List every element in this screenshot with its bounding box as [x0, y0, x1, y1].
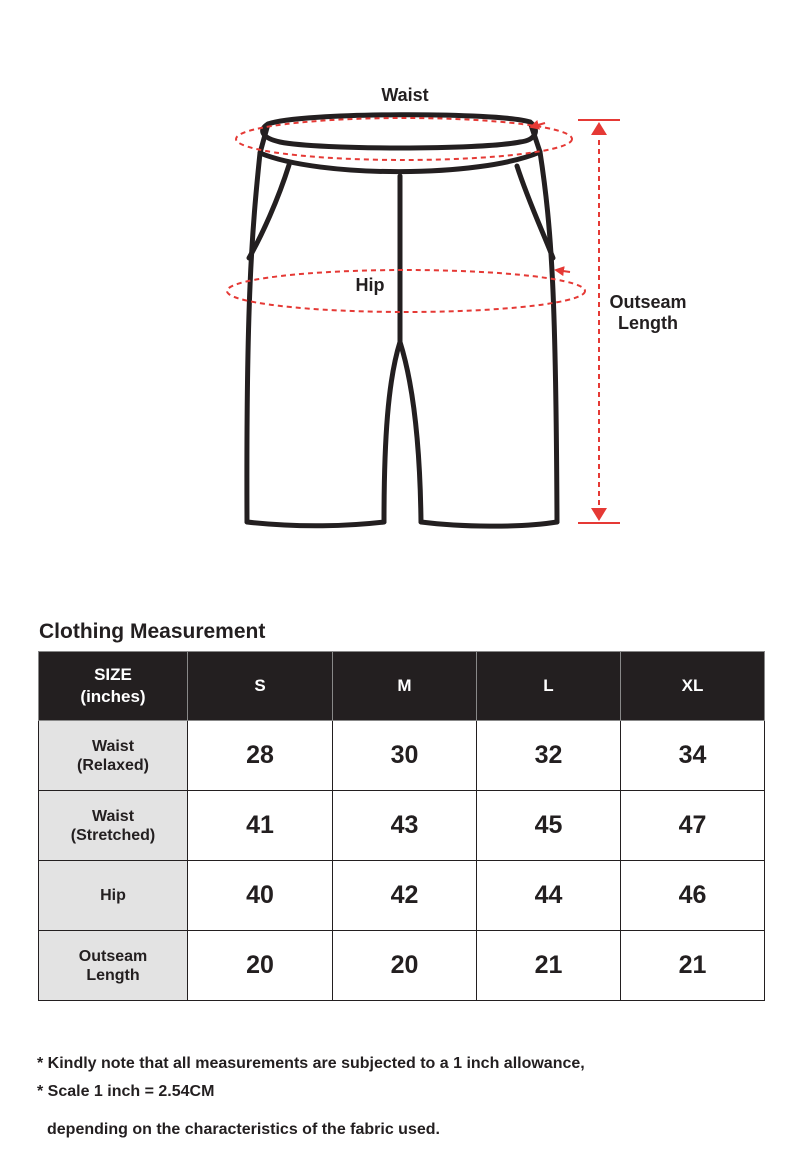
cell-value: 21	[477, 931, 621, 1001]
waist-label: Waist	[381, 85, 429, 105]
cell-value: 34	[621, 721, 765, 791]
cell-value: 32	[477, 721, 621, 791]
row-label-line1: Outseam	[78, 947, 148, 965]
shorts-outline	[247, 115, 557, 526]
table-header-row	[39, 652, 765, 721]
row-label-line1: Hip	[100, 887, 126, 904]
row-label-line2: (Relaxed)	[76, 756, 150, 774]
waist-measure-line	[236, 118, 572, 160]
outseam-label-line2: Length	[618, 313, 678, 333]
corner-line2: (inches)	[80, 687, 146, 706]
table-title: Clothing Measurement	[39, 620, 266, 643]
row-label-line1: Waist	[91, 737, 135, 755]
cell-value: 30	[333, 721, 477, 791]
size-header-xl: XL	[621, 652, 765, 721]
cell-value: 43	[333, 791, 477, 861]
cell-value: 28	[188, 721, 333, 791]
cell-value: 21	[621, 931, 765, 1001]
row-label-waist-relaxed	[39, 721, 188, 791]
row-label-line1: Waist	[91, 807, 135, 825]
table-row	[39, 931, 765, 1001]
size-header-s: S	[188, 652, 333, 721]
cell-value: 42	[333, 861, 477, 931]
row-label-outseam-length	[39, 931, 188, 1001]
table-row	[39, 721, 765, 791]
size-header-m: M	[333, 652, 477, 721]
cell-value: 40	[188, 861, 333, 931]
cell-value: 46	[621, 861, 765, 931]
allowance-note-line2: depending on the characteristics of the fabric used.	[47, 1121, 440, 1138]
row-label-line2: (Stretched)	[70, 826, 156, 844]
size-chart-table	[38, 651, 765, 1001]
hip-measure-line	[227, 270, 585, 312]
hip-label: Hip	[355, 275, 385, 295]
outseam-length-label	[598, 292, 698, 334]
size-header-l: L	[477, 652, 621, 721]
cell-value: 44	[477, 861, 621, 931]
cell-value: 47	[621, 791, 765, 861]
row-label-hip	[39, 861, 188, 931]
table-row	[39, 861, 765, 931]
corner-line1: SIZE	[94, 665, 132, 684]
scale-note: * Scale 1 inch = 2.54CM	[37, 1083, 215, 1100]
allowance-note-line1: * Kindly note that all measurements are subjected to a 1 inch allowance,	[37, 1055, 585, 1072]
cell-value: 20	[188, 931, 333, 1001]
size-corner-header	[39, 652, 188, 721]
row-label-waist-stretched	[39, 791, 188, 861]
cell-value: 45	[477, 791, 621, 861]
cell-value: 20	[333, 931, 477, 1001]
outseam-label-line1: Outseam	[609, 292, 687, 312]
table-row	[39, 791, 765, 861]
cell-value: 41	[188, 791, 333, 861]
row-label-line2: Length	[86, 966, 140, 984]
